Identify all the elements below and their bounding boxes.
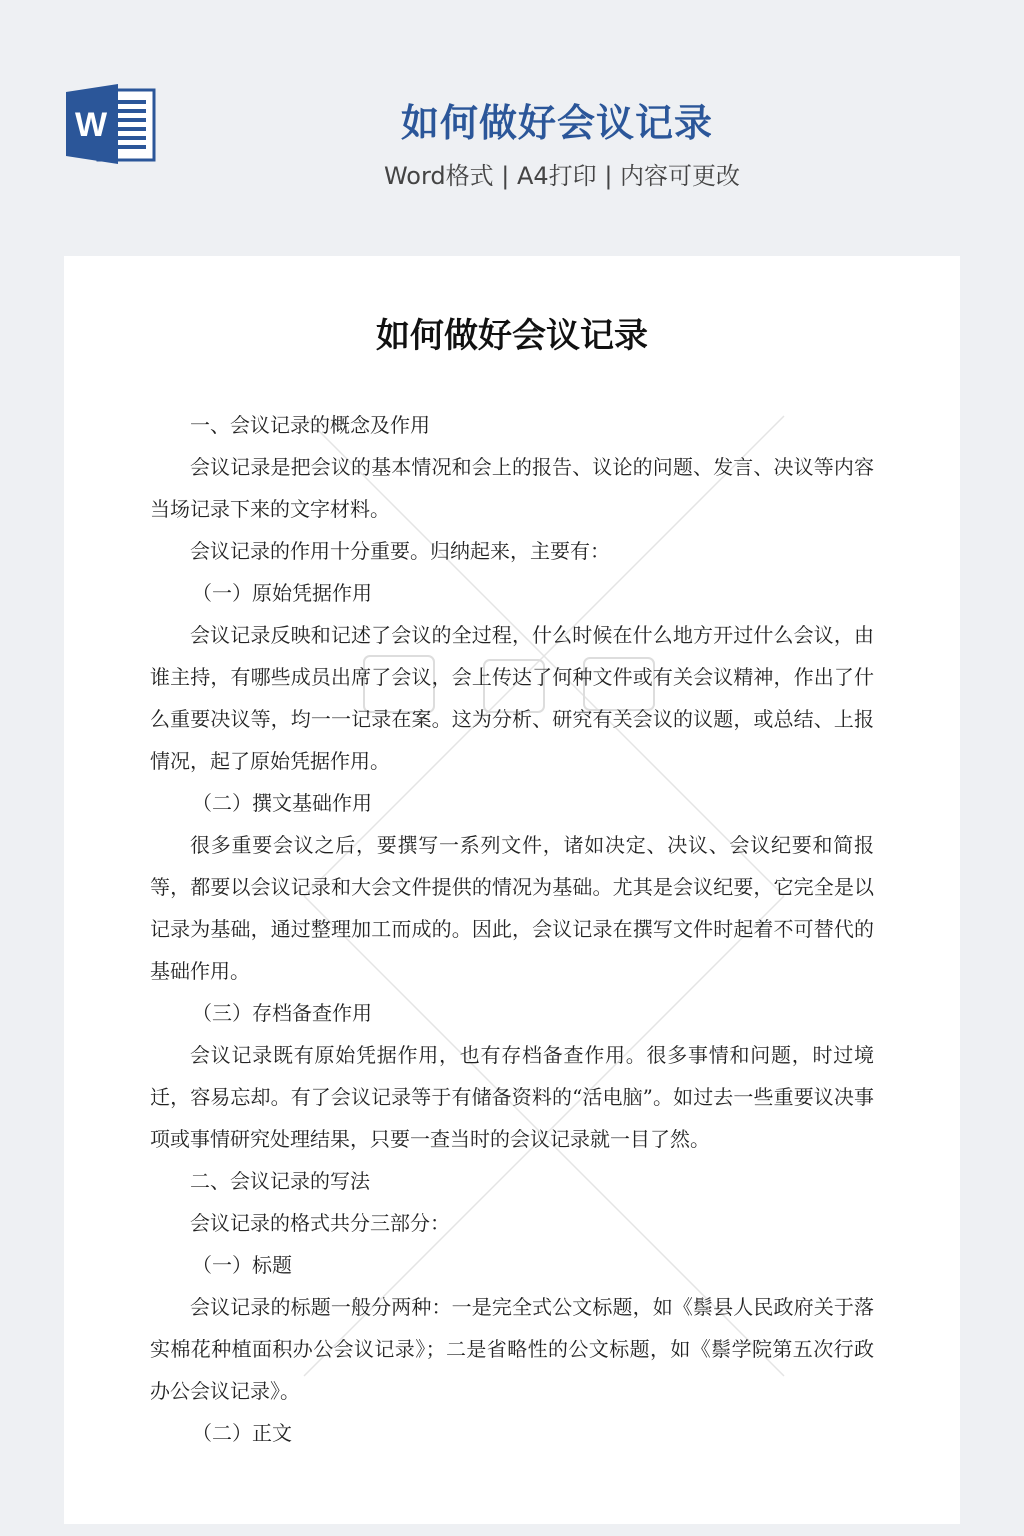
- paragraph: 会议记录既有原始凭据作用，也有存档备查作用。很多事情和问题，时过境迁，容易忘却。有了会议记录等于有储备资料的“活电脑”。如过去一些重要议决事项或事情研究处理结果，只要一查当时的会议记录就一目了然。: [150, 1043, 874, 1151]
- paragraph: 会议记录的格式共分三部分：: [190, 1211, 450, 1235]
- subsection-heading: （二）正文: [192, 1421, 292, 1445]
- paragraph: 会议记录的标题一般分两种：一是完全式公文标题，如《鬃县人民政府关于落实棉花种植面积办公会议记录》；二是省略性的公文标题，如《鬃学院第五次行政办公会议记录》。: [150, 1295, 874, 1403]
- paragraph: 会议记录的作用十分重要。归纳起来，主要有：: [190, 539, 610, 563]
- subsection-heading: （二）撰文基础作用: [192, 791, 372, 815]
- subsection-heading: （一）原始凭据作用: [192, 581, 372, 605]
- section-heading: 二、会议记录的写法: [190, 1169, 370, 1193]
- page-header: [0, 0, 1024, 256]
- document-page: [64, 256, 960, 1524]
- header-subtitle: Word格式 | A4打印 | 内容可更改: [383, 162, 741, 190]
- document-body: [150, 404, 874, 1454]
- header-title: 如何做好会议记录: [400, 101, 713, 145]
- paragraph: 很多重要会议之后，要撰写一系列文件，诸如决定、决议、会议纪要和简报等，都要以会议记录和大会文件提供的情况为基础。尤其是会议纪要，它完全是以记录为基础，通过整理加工而成的。因此，会议记录在撰写文件时起着不可替代的基础作用。: [150, 833, 874, 983]
- word-logo-letter: W: [74, 106, 108, 144]
- paragraph: 会议记录是把会议的基本情况和会上的报告、议论的问题、发言、决议等内容当场记录下来的文字材料。: [150, 455, 874, 521]
- section-heading: 一、会议记录的概念及作用: [190, 413, 430, 437]
- paragraph: 会议记录反映和记述了会议的全过程，什么时候在什么地方开过什么会议，由谁主持，有哪些成员出席了会议，会上传达了何种文件或有关会议精神，作出了什么重要决议等，均一一记录在案。这为分析、研究有关会议的议题，或总结、上报情况，起了原始凭据作用。: [150, 623, 874, 773]
- subsection-heading: （一）标题: [192, 1253, 292, 1277]
- document-title: 如何做好会议记录: [376, 316, 648, 356]
- subsection-heading: （三）存档备查作用: [192, 1001, 372, 1025]
